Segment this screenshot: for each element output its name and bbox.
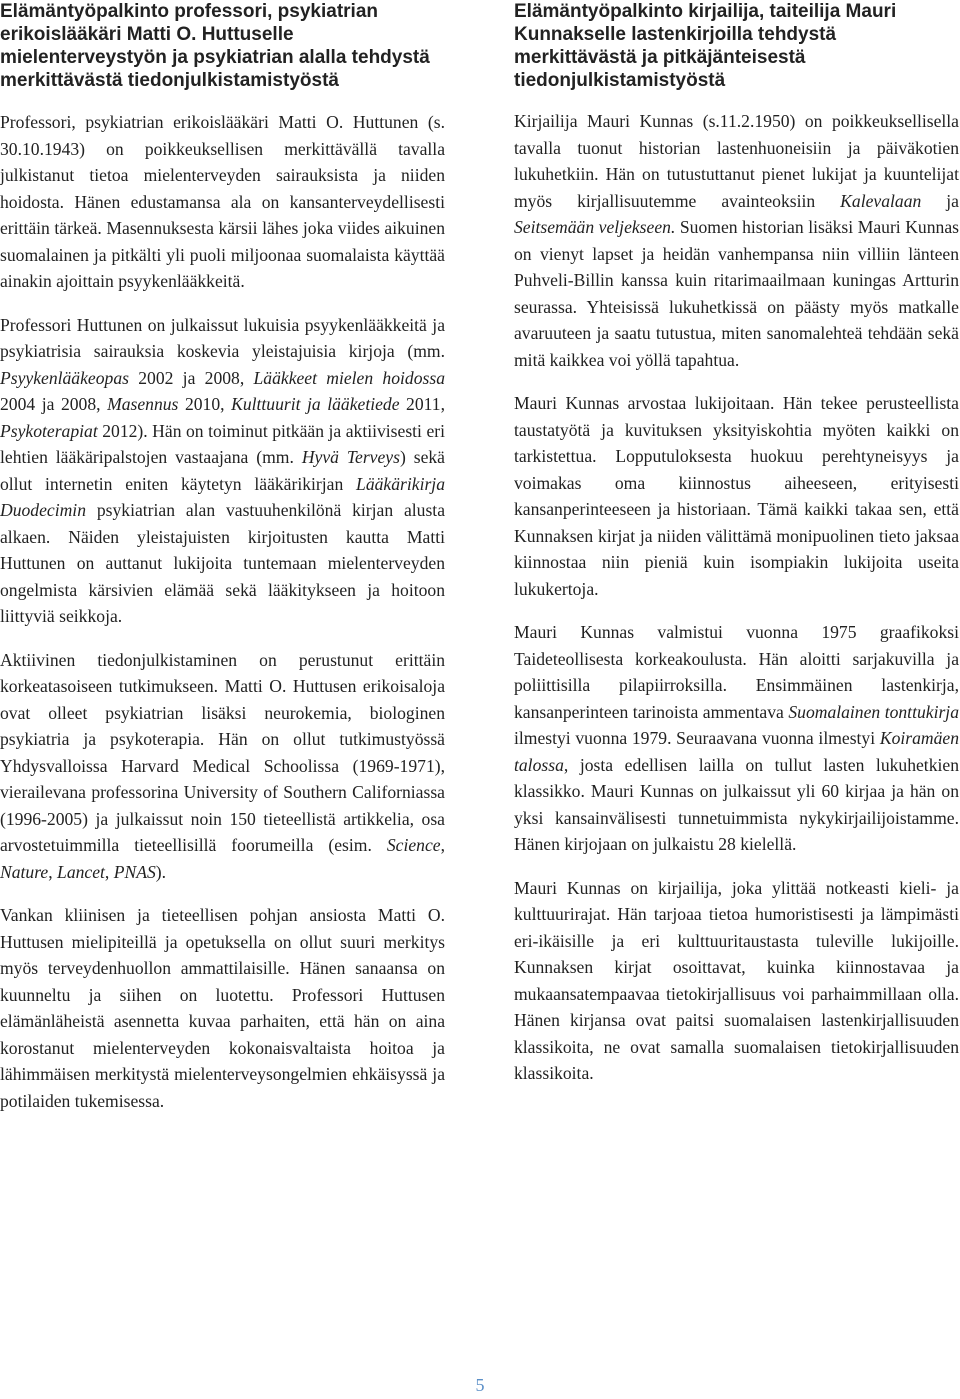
huttunen-paragraph-2: Professori Huttunen on julkaissut lukuisia psyykenlääkkeitä ja psykiatrisia sairauksia koskevia yleistajuisia kirjoja (mm. Psyykenlääkeopas 2002 ja 2008, Lääkkeet mielen hoidossa 2004 ja 2008, Masennus 2010, Kulttuurit ja lääketiede 2011, Psykoterapiat 2012). Hän on toiminut pitkään ja aktiivisesti eri lehtien lääkäripalstojen vastaajana (mm. Hyvä Terveys) sekä ollut internetin eniten käytetyn lääkärikirjan Lääkärikirja Duodecimin psykiatrian alan vastuuhenkilönä kirjan alusta alkaen. Näiden yleistajuisten kirjoitusten kautta Matti Huttunen on auttanut lukijoita tuntemaan mielenterveyden ongelmista kärsivien elämää sekä lääkitykseen ja hoitoon liittyviä seikkoja.	[0, 314, 445, 626]
left-column	[0, 0, 445, 1131]
kunnas-paragraph-3: Mauri Kunnas valmistui vuonna 1975 graafikoksi Taideteollisesta korkeakoulusta. Hän aloitti sarjakuvilla ja poliittisilla pilapiirroksilla. Ensimmäinen lastenkirja, kansanperinteen tarinoista ammentava Suomalainen tonttukirja ilmestyi vuonna 1979. Seuraavana vuonna ilmestyi Koiramäen talossa, josta edellisen lailla on tullut lasten lukuhetkien klassikko. Mauri Kunnas on julkaissut yli 60 kirjaa ja hän on yksi kansainvälisesti tunnetuimmista nykykirjailijoistamme. Hänen kirjojaan on julkaistu 28 kielellä.	[514, 622, 959, 854]
right-column	[514, 0, 959, 1104]
huttunen-paragraph-3: Aktiivinen tiedonjulkistaminen on perustunut erittäin korkeatasoiseen tutkimukseen. Matti O. Huttusen erikoisaloja ovat olleet psykiatrian lisäksi neurokemia, biologinen psykiatria ja psykoterapia. Hän on ollut tutkimustyössä Yhdysvalloissa Harvard Medical Schoolissa (1969-1971), vierailevana professorina University of Southern Californiassa (1996-2005) ja julkaissut noin 150 tieteellistä artikkelia, osa arvostetuimmilla tieteellisillä foorumeilla (esim. Science, Nature, Lancet, PNAS).	[0, 649, 445, 882]
huttunen-paragraph-4: Vankan kliinisen ja tieteellisen pohjan ansiosta Matti O. Huttusen mielipiteillä ja opetuksella on ollut suuri merkitys myös terveydenhuollon ammattilaisille. Hänen sanaansa on kuunneltu ja siihen on luotettu. Professori Huttusen elämänläheistä asennetta kuvaa parhaiten, että hän on aina korostanut mielenterveyden kokonaisvaltaista hoitoa ja lähimmäisen merkitystä mielenterveysongelmien ehkäisyssä ja potilaiden tukemisessa.	[0, 905, 445, 1111]
huttunen-paragraph-1: Professori, psykiatrian erikoislääkäri Matti O. Huttunen (s. 30.10.1943) on poikkeuksellisen merkittävällä tavalla julkistanut tietoa mielenterveyden sairauksista ja niiden hoidosta. Hänen edustamansa ala on kansanterveydellisesti erittäin tärkeä. Masennuksesta kärsii lähes joka viides aikuinen suomalainen ja pitkälti yli puoli miljoonaa suomalaista käyttää ainakin ajoittain psyykenlääkkeitä.	[0, 112, 445, 291]
kunnas-heading: Elämäntyöpalkinto kirjailija, taiteilija Mauri Kunnakselle lastenkirjoilla tehdystä merkittävästä ja pitkäjänteisestä tiedonjulkistamistyöstä	[514, 1, 897, 91]
kunnas-paragraph-4: Mauri Kunnas on kirjailija, joka ylittää notkeasti kieli- ja kulttuurirajat. Hän tarjoaa tietoa humoristisesti ja lämpimästi eri-ikäisille ja eri kulttuuritaustasta tuleville lukijoille. Kunnaksen kirjat osoittavat, kuinka kiinnostavaa ja mukaansatempaavaa tietokirjallisuus voi parhaimmillaan olla. Hänen kirjansa ovat paitsi suomalaisen lastenkirjallisuuden klassikoita, ne ovat samalla suomalaisen tietokirjallisuuden klassikoita.	[514, 877, 959, 1083]
page-number: 5	[475, 1375, 485, 1395]
huttunen-heading: Elämäntyöpalkinto professori, psykiatrian erikoislääkäri Matti O. Huttuselle mielenterveystyön ja psykiatrian alalla tehdystä merkittävästä tiedonjulkistamistyöstä	[0, 1, 430, 91]
kunnas-paragraph-1: Kirjailija Mauri Kunnas (s.11.2.1950) on poikkeuksellisella tavalla tuonut historian lastenhuoneisiin ja päiväkotien lukuhetkiin. Hän on tutustuttanut pienet lukijat ja kuuntelijat myös kirjallisuutemme avainteoksiin Kalevalaan ja Seitsemään veljekseen. Suomen historian lisäksi Mauri Kunnas on vienyt lapset ja heidän vanhempansa niin villiin länteen Puhveli-Billin kanssa kuin ritarimaailmaan kuningas Artturin seurassa. Yhteisissä lukuhetkissä on päästy myös matkalle avaruuteen ja saatu tutustua, miten sanomalehteä tehdään sekä mitä kaikkea voi yöllä tapahtua.	[514, 111, 959, 370]
kunnas-paragraph-2: Mauri Kunnas arvostaa lukijoitaan. Hän tekee perusteellista taustatyötä ja kuvituksen yksityiskohtia myöten kaikki on tarkistettua. Lopputuloksesta huokuu perehtyneisyys ja voimakas oma kiinnostus aiheeseen, erityisesti kansanperinteeseen ja historiaan. Tämä kaikki takaa sen, että Kunnaksen kirjat ja niiden välittämä monipuolinen tieto jaksaa kiinnostaa niin pieniä kuin isompiakin lukijoita useita lukukertoja.	[514, 393, 959, 599]
